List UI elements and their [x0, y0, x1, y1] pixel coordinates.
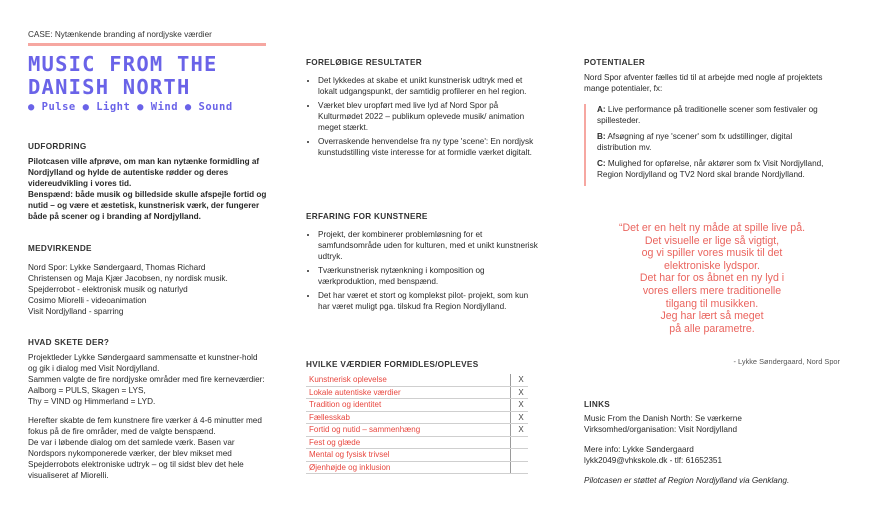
- value-mark: [511, 436, 529, 449]
- title-rule: [28, 43, 266, 46]
- item-letter: A:: [597, 105, 606, 114]
- table-row: [306, 436, 528, 449]
- quote-line: og vi spiller vores musik til det: [641, 247, 783, 260]
- value-label: Øjenhøjde og inklusion: [306, 461, 511, 474]
- title-line-1: MUSIC FROM THE: [28, 52, 218, 76]
- value-label: Fællesskab: [306, 411, 511, 424]
- quote-line: “Det er en helt ny måde at spille live på.: [618, 222, 806, 234]
- quote-line: Jeg har lært så meget: [660, 310, 764, 323]
- value-mark: [511, 449, 529, 462]
- links-block: [584, 413, 840, 486]
- medvirkende-line: Spejderrobot - elektronisk musik og naturlyd: [28, 285, 188, 294]
- udfordring-text: [28, 156, 273, 222]
- value-label: Lokale autentiske værdier: [306, 386, 511, 399]
- item-text: Afsøgning af nye 'scener' som fx udstillinger, digital distribution mv.: [597, 132, 793, 152]
- case-label: CASE: Nytænkende branding af nordjyske værdier: [28, 30, 212, 39]
- value-label: Kunstnerisk oplevelse: [306, 374, 511, 386]
- medvirkende-line: Cosimo Miorelli - videoanimation: [28, 296, 147, 305]
- value-label: Mental og fysisk trivsel: [306, 449, 511, 462]
- link-organisation[interactable]: Virksomhed/organisation: Visit Nordjylland: [584, 425, 738, 434]
- link-works[interactable]: Music From the Danish North: Se værkerne: [584, 414, 742, 423]
- page-title: [28, 53, 218, 99]
- links-heading: LINKS: [584, 400, 611, 409]
- quote: [584, 222, 840, 335]
- hvad-p5: De var i løbende dialog om det samlede værk. Basen var Nordspors nykomponerede værker, der blev mikset med Spejderrobots elektroniske udtryk – og til sidst blev det hele visualiseret af Miorelli.: [28, 438, 244, 480]
- medvirkende-line: Christensen og Maja Kjær Jacobsen, ny nordisk musik.: [28, 274, 228, 283]
- list-item: [597, 158, 830, 180]
- quote-line: vores ellers mere traditionelle: [642, 284, 782, 297]
- value-mark: X: [511, 386, 529, 399]
- table-row: [306, 386, 528, 399]
- list-item: • Det har været et stort og komplekst pilot- projekt, som kun har været muligt pga. tilskud fra Region Nordjylland.: [318, 290, 540, 312]
- table-row: [306, 424, 528, 437]
- quote-line: Det har for os åbnet en ny lyd i: [639, 272, 785, 285]
- list-item: • Tværkunstnerisk nytænkning i komposition og værkproduktion, med benspænd.: [318, 265, 540, 287]
- value-mark: X: [511, 374, 529, 386]
- value-mark: X: [511, 411, 529, 424]
- table-row: [306, 411, 528, 424]
- quote-line: tilgang til musikken.: [665, 297, 759, 310]
- value-label: Fortid og nutid – sammenhæng: [306, 424, 511, 437]
- medvirkende-list: [28, 262, 280, 317]
- potentialer-accent-bar: [584, 104, 586, 186]
- erfaring-list: [306, 229, 540, 315]
- udfordring-text-2: Benspænd: både musik og billedside skulle afspejle fortid og nutid – og være et æstetisk, kunstnerisk værk, der fungerer både på scener og i branding af Nordjylland.: [28, 190, 267, 221]
- item-text: Mulighed for opførelse, når aktører som fx Visit Nordjylland, Region Nordjylland og TV2 Nord skal brande Nordjylland.: [597, 159, 824, 179]
- quote-author: - Lykke Søndergaard, Nord Spor: [733, 357, 840, 366]
- hvad-text: [28, 352, 268, 481]
- resultater-heading: FORELØBIGE RESULTATER: [306, 58, 422, 67]
- item-letter: C:: [597, 159, 606, 168]
- table-row: [306, 449, 528, 462]
- value-mark: X: [511, 399, 529, 412]
- contact-details[interactable]: lykk2049@vhkskole.dk - tlf: 61652351: [584, 456, 723, 465]
- udfordring-text-1: Pilotcasen ville afprøve, om man kan nytænke formidling af Nordjylland og hylde de autentiske rødder og deres videreudvikling i vores tid.: [28, 157, 260, 188]
- medvirkende-line: Nord Spor: Lykke Søndergaard, Thomas Richard: [28, 263, 206, 272]
- value-mark: X: [511, 424, 529, 437]
- quote-line: elektroniske lydspor.: [664, 259, 760, 272]
- hvad-heading: HVAD SKETE DER?: [28, 338, 110, 347]
- value-label: Tradition og identitet: [306, 399, 511, 412]
- hvad-p3: Thy = VIND og Himmerland = LYD.: [28, 397, 156, 406]
- table-row: [306, 399, 528, 412]
- value-label: Fest og glæde: [306, 436, 511, 449]
- udfordring-heading: UDFORDRING: [28, 142, 87, 151]
- tagline: ● Pulse ● Light ● Wind ● Sound: [28, 101, 233, 113]
- medvirkende-heading: MEDVIRKENDE: [28, 244, 92, 253]
- table-row: [306, 461, 528, 474]
- hvad-p4: Herefter skabte de fem kunstnere fire værker á 4-6 minutter med fokus på de fire områder, med de valgte benspænd.: [28, 416, 262, 436]
- potentialer-intro: Nord Spor afventer fælles tid til at arbejde med nogle af projektets mange potentialer, fx:: [584, 73, 823, 93]
- quote-line: Det visuelle er lige så vigtigt,: [644, 234, 780, 247]
- quote-line: på alle parametre.: [669, 322, 755, 335]
- erfaring-heading: ERFARING FOR KUNSTNERE: [306, 212, 428, 221]
- list-item: [597, 104, 830, 126]
- support-note: Pilotcasen er støttet af Region Nordjylland via Genklang.: [584, 476, 790, 485]
- contact-name: Mere info: Lykke Søndergaard: [584, 445, 694, 454]
- value-mark: [511, 461, 529, 474]
- hvad-p1: Projektleder Lykke Søndergaard sammensatte et kunstner-hold og gik i dialog med Visit Nordjylland.: [28, 353, 258, 373]
- list-item: • Det lykkedes at skabe et unikt kunstnerisk udtryk med et lokalt udgangspunkt, der samtidig profilerer en hel region.: [318, 75, 540, 97]
- list-item: • Projekt, der kombinerer problemløsning for et samfundsområde uden for kulturen, med et unikt kunstnerisk udtryk.: [318, 229, 540, 262]
- item-text: Live performance på traditionelle scener som festivaler og spillesteder.: [597, 105, 818, 125]
- title-line-2: DANISH NORTH: [28, 75, 191, 99]
- vaerdier-heading: HVILKE VÆRDIER FORMIDLES/OPLEVES: [306, 360, 479, 369]
- list-item: [597, 131, 830, 153]
- potentialer-heading: POTENTIALER: [584, 58, 646, 67]
- item-letter: B:: [597, 132, 606, 141]
- list-item: • Værket blev uropført med live lyd af Nord Spor på Kulturmødet 2022 – publikum oplevede musik/ animation meget stærkt.: [318, 100, 540, 133]
- table-row: [306, 374, 528, 386]
- list-item: • Overraskende henvendelse fra ny type 'scene': En nordjysk kunstudstilling viste interesse for at formidle værket digitalt.: [318, 136, 540, 158]
- resultater-list: [306, 75, 540, 161]
- hvad-p2: Sammen valgte de fire nordjyske områder med fire kerneværdier: Aalborg = PULS, Skagen = LYS,: [28, 375, 265, 395]
- medvirkende-line: Visit Nordjylland - sparring: [28, 307, 124, 316]
- values-table: [306, 374, 528, 474]
- potentialer-list: [584, 104, 830, 180]
